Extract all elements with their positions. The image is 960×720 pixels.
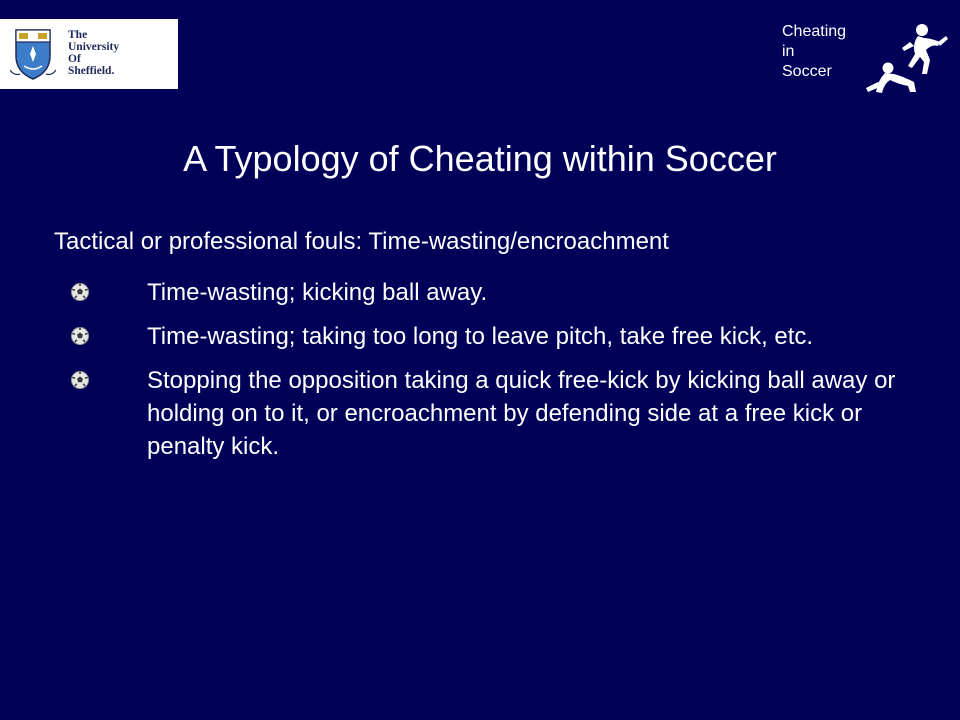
slide-subheading: Tactical or professional fouls: Time-wasting/encroachment [54, 228, 669, 255]
university-name [68, 29, 172, 77]
bullet-item [70, 276, 920, 309]
wordmark-line: Soccer [782, 63, 832, 80]
cheating-in-soccer-logo [782, 22, 952, 98]
soccer-ball-icon [70, 282, 90, 302]
university-name-line: The [68, 29, 88, 41]
bullet-text: Time-wasting; taking too long to leave pitch, take free kick, etc. [147, 323, 814, 350]
wordmark-line: in [782, 43, 795, 60]
bullet-item [70, 320, 920, 353]
bullet-text: Stopping the opposition taking a quick free-kick by kicking ball away or holding on to it, or encroachment by defending side at a free kick or penalty kick. [147, 367, 896, 460]
university-name-line: Sheffield. [68, 65, 115, 77]
bullet-item [70, 364, 920, 463]
bullet-text: Time-wasting; kicking ball away. [147, 279, 488, 306]
players-silhouette-icon [852, 22, 952, 98]
slide-title: A Typology of Cheating within Soccer [183, 138, 777, 179]
wordmark-line: Cheating [782, 23, 847, 40]
university-name-line: Of [68, 53, 81, 65]
university-of-sheffield-logo [0, 19, 178, 89]
cheating-in-soccer-wordmark [782, 22, 846, 82]
bullet-list [70, 276, 920, 474]
university-name-line: University [68, 41, 120, 53]
university-crest-icon [10, 26, 56, 82]
soccer-ball-icon [70, 370, 90, 390]
soccer-ball-icon [70, 326, 90, 346]
